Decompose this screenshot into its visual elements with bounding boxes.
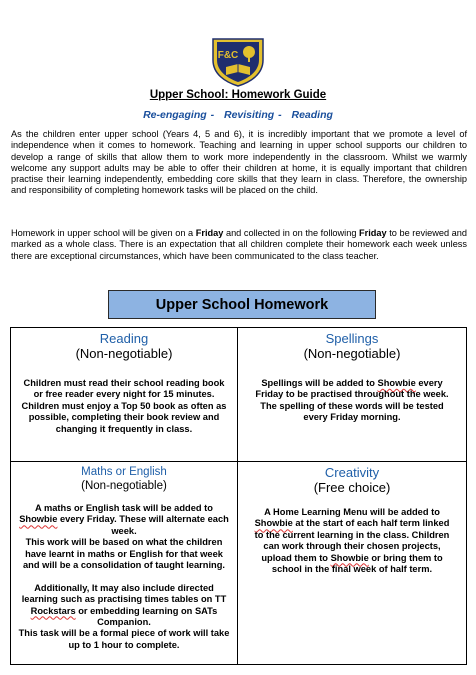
- maths-english-cell: [11, 462, 237, 651]
- intro-text: and collected in on the following: [223, 228, 360, 238]
- reading-text: Children must read their school reading book or free reader every night for 15 minutes. Children must enjoy a Top 50 book as often as possible, completing their book review and changing it frequently in class.: [21, 378, 227, 434]
- maths-text: [18, 503, 230, 651]
- creativity-tag: (Free choice): [313, 480, 391, 495]
- subtitle-reengaging: Re-engaging -: [143, 109, 215, 121]
- page-subtitle: [0, 109, 476, 121]
- spellings-text-part: Spellings will be added to: [261, 378, 378, 388]
- showbie-word: Showbie: [19, 514, 58, 525]
- creativity-text-part: at the start of each half term linked to the current learning in the class. Children can work through their chosen projects, upload them to: [254, 518, 450, 563]
- intro-paragraph-1: As the children enter upper school (Years 4, 5 and 6), it is incredibly important that we promote a level of independence when it comes to homework. Teaching and learning in upper school supports our children to develop a range of skills that allow them to work more independently in the classroom. Whilst we warmly welcome any support adults may be able to offer their children at home, it is equally important that children practise their learning independently, embedding core skills that they learn in class. Therefore, the ownership and responsibility of completing homework tasks will be placed on the child.: [11, 129, 467, 196]
- reading-tag: (Non-negotiable): [75, 346, 173, 361]
- subtitle-reading: Reading: [291, 109, 333, 121]
- friday-emphasis: Friday: [359, 228, 387, 238]
- creativity-heading: Creativity: [324, 465, 380, 480]
- maths-text-part: or embedding learning on SATs Companion.: [75, 605, 218, 628]
- maths-tag: (Non-negotiable): [81, 480, 167, 492]
- maths-text-para-1: [18, 503, 230, 537]
- spellings-tag: (Non-negotiable): [303, 346, 401, 361]
- page-title: Upper School: Homework Guide: [149, 89, 327, 101]
- homework-table: [10, 327, 467, 665]
- creativity-text-part: or bring them to school in the final week of half term.: [271, 552, 443, 575]
- creativity-text: [252, 507, 452, 575]
- maths-text-para-2: This work will be based on what the children have learnt in maths or English for that week and will be a consolidation of taught learning.: [23, 537, 225, 571]
- showbie-word: Showbie: [377, 378, 416, 388]
- spellings-heading: Spellings: [325, 331, 379, 346]
- intro-text: to be reviewed and marked as a whole class. There is an expectation that all children complete their homework each week unless there are exceptional circumstances, which have been communicated to the class teacher.: [11, 228, 467, 261]
- intro-text: Homework in upper school will be given on a: [11, 228, 196, 238]
- spellings-text: [249, 378, 455, 424]
- subtitle-revisiting: Revisiting -: [223, 109, 282, 121]
- rockstars-word: Rockstars: [30, 605, 76, 616]
- maths-text-part: Additionally, It may also include directed learning such as practising times tables on TT: [21, 582, 227, 605]
- friday-emphasis: Friday: [195, 228, 224, 238]
- creativity-text-part: A Home Learning Menu will be added to: [264, 507, 440, 517]
- crest-initials: F&C: [217, 50, 239, 61]
- intro-paragraph-2: [11, 228, 467, 262]
- spellings-cell: [238, 328, 466, 424]
- spellings-text-part: every Friday to be practised throughout the week. The spelling of these words will be tested every Friday morning.: [255, 378, 449, 423]
- maths-text-part: every Friday. These will alternate each week.: [57, 514, 229, 536]
- reading-heading: Reading: [99, 331, 149, 346]
- homework-banner: Upper School Homework: [108, 290, 376, 319]
- showbie-word: Showbie: [254, 518, 293, 529]
- creativity-cell: [238, 462, 466, 575]
- school-crest-logo: [209, 36, 267, 88]
- showbie-word: Showbie: [330, 552, 369, 563]
- maths-text-part: A maths or English task will be added to: [35, 503, 213, 513]
- maths-heading: Maths or English: [81, 466, 167, 478]
- maths-text-para-4: This task will be a formal piece of work will take up to 1 hour to complete.: [18, 628, 230, 650]
- maths-text-para-3: [18, 583, 230, 629]
- paragraph-gap: [18, 571, 230, 582]
- reading-cell: [11, 328, 237, 435]
